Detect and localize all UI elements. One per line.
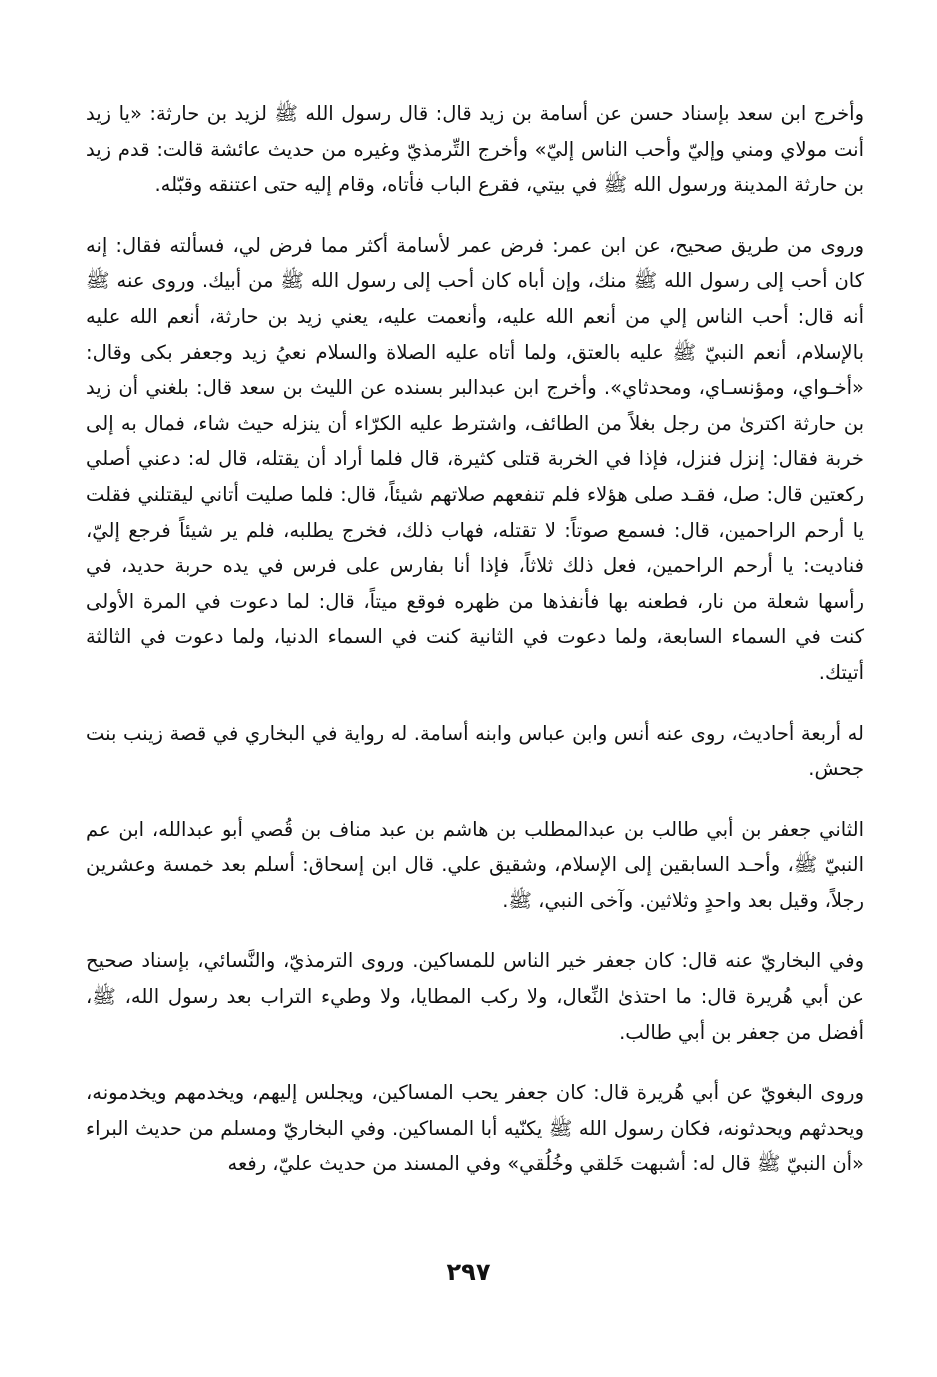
paragraph-ibn-umar: وروى من طريق صحيح، عن ابن عمر: فرض عمر لأسامة أكثر مما فرض لي، فسألته فقال: إنه كان أحب إلى رسول الله ﷺ منك، وإن أباه كان أحب إلى رسول الله ﷺ من أبيك. وروى عنه ﷺ أنه قال: أحب الناس إلي من أنعم الله عليه، وأنعمت عليه، يعني زيد بن حارثة، أنعم الله عليه بالإسلام، أنعم النبيّ ﷺ عليه بالعتق، ولما أتاه عليه الصلاة والسلام نعيُ زيد وجعفر بكى وقال: «أخـواي، ومؤنسـاي، ومحدثاي». وأخرج ابن عبدالبر بسنده عن الليث بن سعد قال: بلغني أن زيد بن حارثة اكترىٰ من رجل بغلاً من الطائف، واشترط عليه الكرّاء أن ينزله حيث شاء، فمال به إلى خربة فقال: إنزل فنزل، فإذا في الخربة قتلى كثيرة، قال فلما أراد أن يقتله، قال له: دعني أصلي ركعتين قال: صل، فقـد صلى هؤلاء فلم تنفعهم صلاتهم شيئاً، قال: فلما صليت أتاني ليقتلني فقلت يا أرحم الراحمين، قال: فسمع صوتاً: لا تقتله، فهاب ذلك، فخرج يطلبه، فلم ير شيئاً فرجع إليّ، فناديت: يا أرحم الراحمين، فعل ذلك ثلاثاً، فإذا أنا بفارس على فرس في يده حربة حديد، في رأسها شعلة من نار، فطعنه بها فأنفذها من ظهره فوقع ميتاً، قال: لما دعوت في المرة الأولى كنت في السماء السابعة، ولما دعوت في الثانية كنت في السماء الدنيا، ولما دعوت في الثالثة أتيتك. — [86, 233, 864, 684]
page-number: ٢٩٧ — [446, 1258, 491, 1286]
paragraph-baghawi: وروى البغويّ عن أبي هُريرة قال: كان جعفر يحب المساكين، ويجلس إليهم، ويخدمهم ويخدمونه، ويحدثهم ويحدثونه، فكان رسول الله ﷺ يكنّيه أبا المساكين. وفي البخاريّ ومسلم من حديث البراء «أن النبيّ ﷺ قال له: أشبهت خَلقي وخُلُقي» وفي المسند من حديث عليّ، رفعه — [86, 1081, 864, 1176]
document-body — [86, 96, 864, 1182]
paragraph-bukhari-jafar: وفي البخاريّ عنه قال: كان جعفر خير الناس للمساكين. وروى الترمذيّ، والنَّسائي، بإسناد صحيح عن أبي هُريرة قال: ما احتذىٰ النِّعال، ولا ركب المطايا، ولا وطيء التراب بعد رسول الله، ﷺ، أفضل من جعفر بن أبي طالب. — [86, 949, 864, 1044]
paragraph-zaid-ibn-saad: وأخرج ابن سعد بإسناد حسن عن أسامة بن زيد قال: قال رسول الله ﷺ لزيد بن حارثة: «يا زيد أنت مولاي ومني وإليّ وأحب الناس إليّ» وأخرج التِّرمذيّ وغيره من حديث عائشة قالت: قدم زيد بن حارثة المدينة ورسول الله ﷺ في بيتي، فقرع الباب فأتاه، وقام إليه حتى اعتنقه وقبّله. — [86, 102, 864, 197]
paragraph-jafar-intro: الثاني جعفر بن أبي طالب بن عبدالمطلب بن هاشم بن عبد مناف بن قُصي أبو عبدالله، ابن عم النبيّ ﷺ، وأحـد السابقين إلى الإسلام، وشقيق علي. قال ابن إسحاق: أسلم بعد خمسة وعشرين رجلاً، وقيل بعد واحدٍ وثلاثين. وآخى النبي، ﷺ. — [86, 817, 864, 912]
paragraph-four-hadiths: له أربعة أحاديث، روى عنه أنس وابن عباس وابنه أسامة. له رواية في البخاري في قصة زينب بنت جحش. — [86, 721, 864, 781]
